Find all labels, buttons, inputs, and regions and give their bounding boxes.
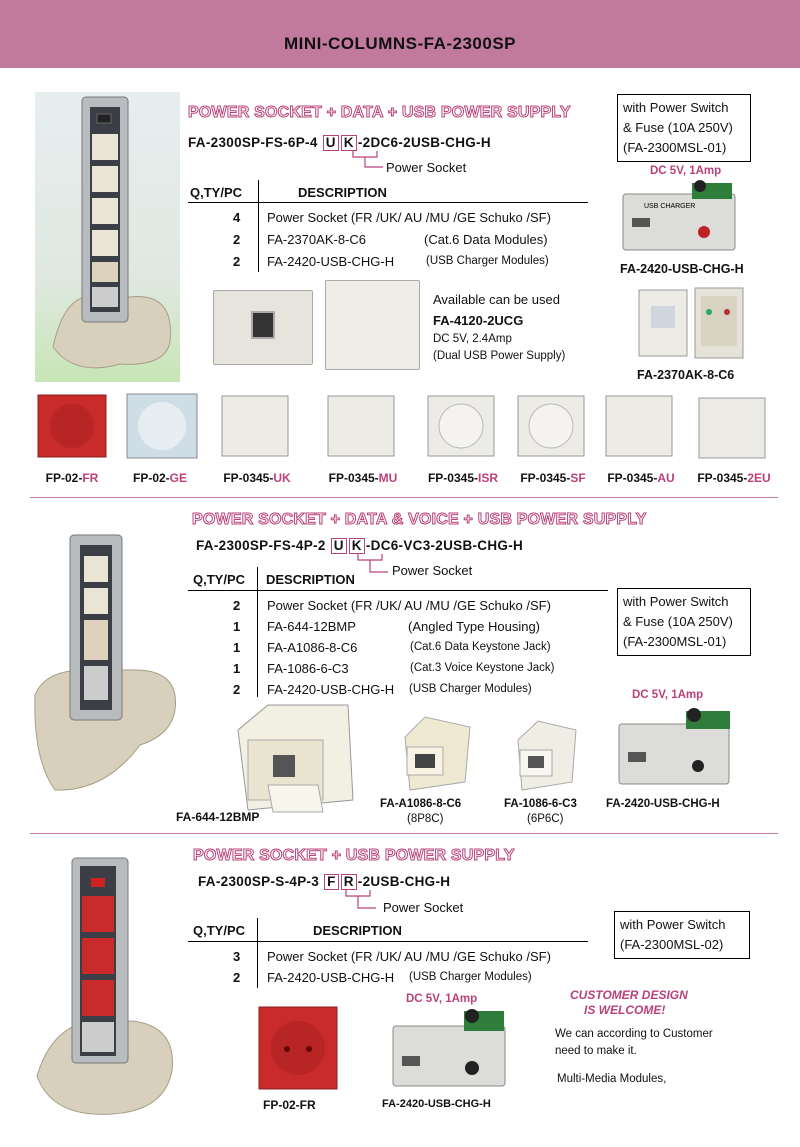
switch-note-3 bbox=[614, 911, 750, 959]
usb-caption-2: FA-2420-USB-CHG-H bbox=[606, 798, 720, 810]
usb-charger-image-3 bbox=[392, 1008, 512, 1090]
pn-prefix: FA-2300SP-S-4P-3 bbox=[198, 874, 320, 889]
row-qty: 2 bbox=[233, 970, 241, 985]
socket-images bbox=[0, 392, 800, 462]
note-line: & Fuse (10A 250V) bbox=[623, 614, 733, 629]
row-note: (USB Charger Modules) bbox=[426, 255, 549, 267]
row-qty: 2 bbox=[233, 682, 241, 697]
note-line: with Power Switch bbox=[623, 100, 729, 115]
table-vline-3 bbox=[257, 918, 258, 988]
row-desc: FA-2420-USB-CHG-H bbox=[267, 254, 395, 269]
avail-line-3: DC 5V, 2.4Amp bbox=[433, 333, 512, 345]
row-desc: FA-644-12BMP bbox=[267, 619, 356, 634]
socket-caption: FP-0345-SF bbox=[520, 471, 586, 485]
note-line: (FA-2300MSL-01) bbox=[623, 634, 727, 649]
row-qty: 2 bbox=[233, 254, 241, 269]
dc-label-2: DC 5V, 1Amp bbox=[632, 689, 704, 701]
usb-caption-3: FA-2420-USB-CHG-H bbox=[382, 1098, 491, 1110]
desc-header-1: DESCRIPTION bbox=[298, 185, 387, 200]
row-qty: 3 bbox=[233, 949, 241, 964]
section1-part-number bbox=[188, 135, 491, 151]
power-socket-label-3: Power Socket bbox=[383, 900, 464, 915]
row-desc: Power Socket (FR /UK/ AU /MU /GE Schuko /SF) bbox=[267, 949, 551, 964]
note-line: with Power Switch bbox=[623, 594, 729, 609]
section2-part-number bbox=[196, 538, 523, 554]
table-hline-3 bbox=[188, 941, 588, 942]
usb-caption-1: FA-2420-USB-CHG-H bbox=[620, 262, 744, 276]
pn-bracket-3 bbox=[343, 890, 378, 912]
qty-header-1: Q,TY/PC bbox=[190, 185, 243, 200]
socket-caption: FP-02-FR bbox=[45, 471, 99, 485]
cat6-jack-image bbox=[395, 712, 475, 794]
row-qty: 4 bbox=[233, 210, 241, 225]
page-title: MINI-COLUMNS-FA-2300SP bbox=[283, 34, 517, 53]
power-socket-label-1: Power Socket bbox=[386, 160, 467, 175]
pn-box-2: R bbox=[341, 874, 357, 890]
custom-title-1: CUSTOMER DESIGN bbox=[570, 988, 688, 1002]
usb-label-text: USB CHARGER bbox=[644, 203, 696, 210]
row-desc: FA-2370AK-8-C6 bbox=[267, 232, 366, 247]
housing-caption: FA-644-12BMP bbox=[176, 810, 260, 824]
column-photo-1 bbox=[35, 92, 180, 382]
table-vline-2 bbox=[257, 567, 258, 697]
socket-caption: FP-0345-2EU bbox=[697, 471, 771, 485]
row-note: (USB Charger Modules) bbox=[409, 683, 532, 695]
row-note: (Cat.3 Voice Keystone Jack) bbox=[410, 662, 555, 674]
divider-1 bbox=[30, 497, 778, 498]
qty-header-3: Q,TY/PC bbox=[193, 923, 246, 938]
row-note: (Angled Type Housing) bbox=[408, 619, 541, 634]
socket-caption: FP-0345-MU bbox=[328, 471, 398, 485]
row-desc: FA-2420-USB-CHG-H bbox=[267, 682, 395, 697]
pn-box-2: K bbox=[341, 135, 357, 151]
section3-title: POWER SOCKET + USB POWER SUPPLY bbox=[193, 847, 515, 864]
row-note: (Cat.6 Data Keystone Jack) bbox=[410, 641, 551, 653]
pn-prefix: FA-2300SP-FS-6P-4 bbox=[188, 135, 318, 150]
row-desc: FA-A1086-8-C6 bbox=[267, 640, 358, 655]
row-qty: 2 bbox=[233, 232, 241, 247]
note-line: (FA-2300MSL-01) bbox=[623, 140, 727, 155]
note-line: & Fuse (10A 250V) bbox=[623, 120, 733, 135]
cat6-module-image-1 bbox=[637, 282, 747, 364]
column-photo-2 bbox=[25, 520, 183, 800]
angled-housing-image bbox=[228, 700, 363, 815]
table-hline-1 bbox=[188, 202, 588, 203]
pn-box-1: F bbox=[324, 874, 339, 890]
socket-caption: FP-02-GE bbox=[132, 471, 188, 485]
switch-note-2 bbox=[617, 588, 751, 656]
row-desc: Power Socket (FR /UK/ AU /MU /GE Schuko /SF) bbox=[267, 598, 551, 613]
usb-charger-image-1 bbox=[622, 180, 742, 252]
divider-2 bbox=[30, 833, 778, 834]
fr-socket-image bbox=[255, 1003, 341, 1093]
row-desc: Power Socket (FR /UK/ AU /MU /GE Schuko /SF) bbox=[267, 210, 551, 225]
socket-caption: FP-0345-ISR bbox=[427, 471, 499, 485]
power-socket-label-2: Power Socket bbox=[392, 563, 473, 578]
desc-header-3: DESCRIPTION bbox=[313, 923, 402, 938]
jack2-sub: (6P6C) bbox=[527, 813, 564, 825]
table-hline-2 bbox=[188, 590, 608, 591]
pn-bracket-2 bbox=[355, 554, 390, 576]
avail-line-2: FA-4120-2UCG bbox=[433, 313, 524, 328]
custom-title-2: IS WELCOME! bbox=[584, 1003, 666, 1017]
dc-label-3: DC 5V, 1Amp bbox=[406, 993, 478, 1005]
socket-caption: FP-0345-UK bbox=[223, 471, 291, 485]
avail-line-1: Available can be used bbox=[433, 292, 560, 307]
note-line: (FA-2300MSL-02) bbox=[620, 937, 724, 952]
custom-text-3: Multi-Media Modules, bbox=[557, 1073, 667, 1085]
switch-note-1 bbox=[617, 94, 751, 162]
row-qty: 2 bbox=[233, 598, 241, 613]
row-note: (Cat.6 Data Modules) bbox=[424, 232, 548, 247]
row-desc: FA-1086-6-C3 bbox=[267, 661, 349, 676]
desc-header-2: DESCRIPTION bbox=[266, 572, 355, 587]
pn-box-2: K bbox=[349, 538, 365, 554]
section3-part-number bbox=[198, 874, 450, 890]
fr-socket-caption: FP-02-FR bbox=[263, 1098, 316, 1112]
section1-title: POWER SOCKET + DATA + USB POWER SUPPLY bbox=[188, 104, 571, 121]
cat3-jack-image bbox=[510, 718, 580, 794]
pn-suffix: -2USB-CHG-H bbox=[357, 874, 451, 889]
row-qty: 1 bbox=[233, 640, 241, 655]
note-line: with Power Switch bbox=[620, 917, 726, 932]
row-note: (USB Charger Modules) bbox=[409, 971, 532, 983]
pn-suffix: -DC6-VC3-2USB-CHG-H bbox=[365, 538, 524, 553]
column-photo-3 bbox=[32, 856, 182, 1121]
pn-box-1: U bbox=[323, 135, 339, 151]
avail-line-4: (Dual USB Power Supply) bbox=[433, 350, 566, 362]
jack1-sub: (8P8C) bbox=[407, 813, 444, 825]
custom-text-2: need to make it. bbox=[555, 1045, 637, 1057]
row-desc: FA-2420-USB-CHG-H bbox=[267, 970, 395, 985]
dual-usb-front-image bbox=[213, 290, 313, 365]
usb-charger-image-2 bbox=[618, 708, 738, 788]
table-vline-1 bbox=[258, 180, 259, 272]
section2-title: POWER SOCKET + DATA & VOICE + USB POWER SUPPLY bbox=[192, 511, 647, 528]
jack2-caption: FA-1086-6-C3 bbox=[504, 798, 577, 810]
qty-header-2: Q,TY/PC bbox=[193, 572, 246, 587]
pn-bracket-1 bbox=[350, 151, 385, 171]
cat6-caption-1: FA-2370AK-8-C6 bbox=[637, 368, 735, 382]
dc-label-1: DC 5V, 1Amp bbox=[650, 165, 722, 177]
dual-usb-back-image bbox=[325, 280, 420, 370]
socket-caption: FP-0345-AU bbox=[607, 471, 675, 485]
pn-box-1: U bbox=[331, 538, 347, 554]
pn-suffix: -2DC6-2USB-CHG-H bbox=[357, 135, 491, 150]
jack1-caption: FA-A1086-8-C6 bbox=[380, 798, 462, 810]
pn-prefix: FA-2300SP-FS-4P-2 bbox=[196, 538, 326, 553]
row-qty: 1 bbox=[233, 661, 241, 676]
row-qty: 1 bbox=[233, 619, 241, 634]
custom-text-1: We can according to Customer bbox=[555, 1028, 713, 1040]
